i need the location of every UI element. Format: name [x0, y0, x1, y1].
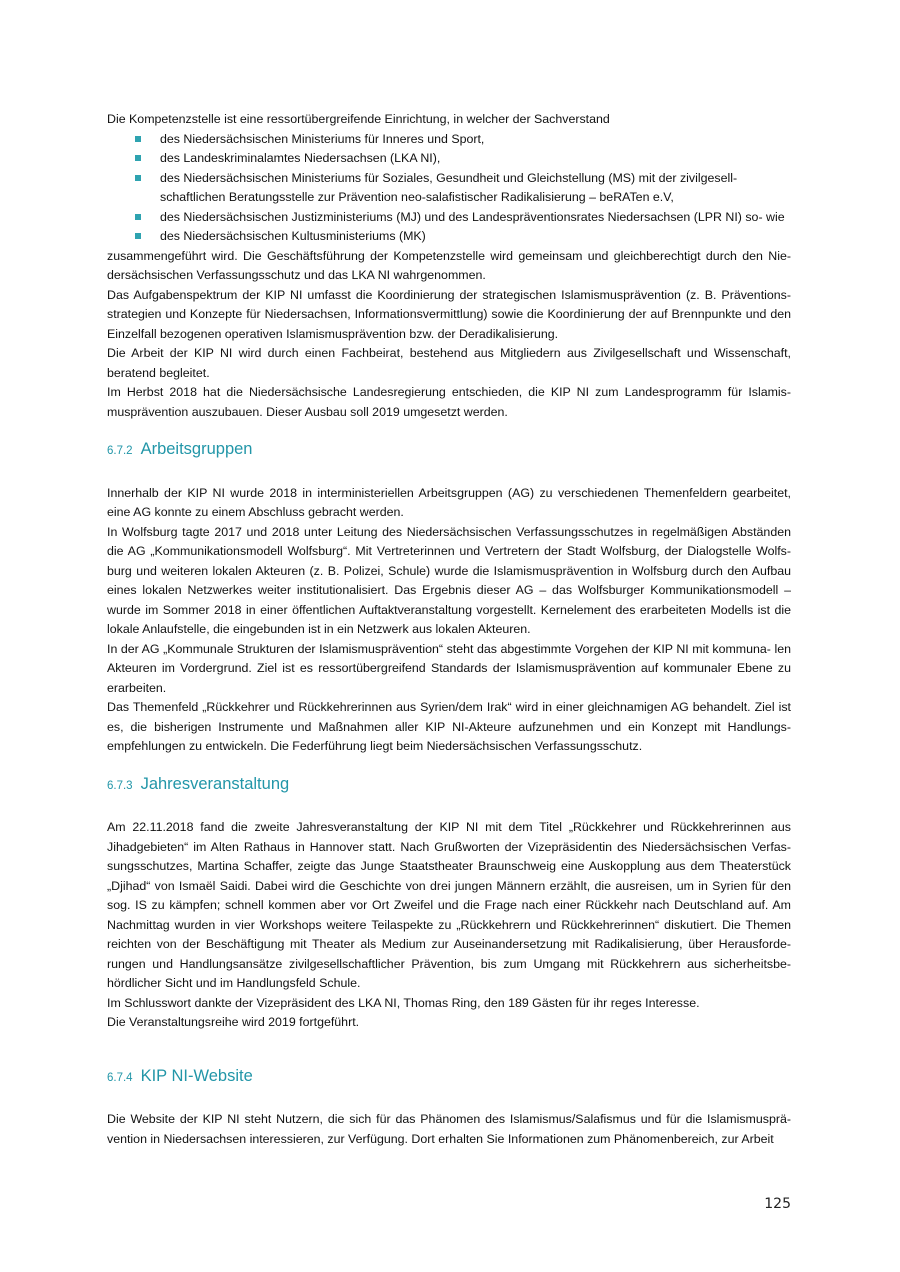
- paragraph: Die Veranstaltungsreihe wird 2019 fortgeführt.: [107, 1015, 360, 1029]
- section-number: 6.7.3: [107, 779, 133, 792]
- section-title: Arbeitsgruppen: [140, 440, 253, 458]
- paragraph: zusammengeführt wird. Die Geschäftsführung der Kompetenzstelle wird gemeinsam und gleichberechtigt durch den Nie- dersächsischen Verfassungsschutz und das LKA NI wahrgenommen.: [107, 248, 791, 282]
- paragraph: Die Website der KIP NI steht Nutzern, die sich für das Phänomen des Islamismus/Salafismus und für die Islamismusprä- vention in Niedersachsen interessieren, zur Verfügung. Dort erhalten Sie Informationen zum Phänomenbereich, zur Arbeit: [107, 1112, 791, 1146]
- section-heading-kip-ni-website: [107, 1067, 791, 1089]
- paragraph: In der AG „Kommunale Strukturen der Islamismusprävention“ steht das abgestimmte Vorgehen der KIP NI mit kommuna- len Akteuren im Vordergrund. Ziel ist es ressortübergreifend Standards der Islamismusprävention auf kommunaler Ebene zu erarbeiten.: [107, 641, 791, 695]
- list-item: des Niedersächsischen Justizministeriums (MJ) und des Landespräventionsrates Niedersachsen (LPR NI) so- wie: [107, 208, 791, 228]
- ministry-list: [107, 130, 791, 247]
- section-heading-jahresveranstaltung: [107, 775, 791, 797]
- paragraph: Das Themenfeld „Rückkehrer und Rückkehrerinnen aus Syrien/dem Irak“ wird in einer gleichnamigen AG behandelt. Ziel ist es, die bisherigen Instrumente und Maßnahmen aller KIP NI-Akteure aufzunehmen und ein Konzept mit Handlungs- empfehlungen zu entwickeln. Die Federführung liegt beim Niedersächsischen Verfassungsschutz.: [107, 700, 791, 753]
- page-content: [107, 110, 791, 1149]
- paragraph: Das Aufgabenspektrum der KIP NI umfasst die Koordinierung der strategischen Islamismusprävention (z. B. Präventions- strategien und Konzepte für Niedersachsen, Informationsvermittlung) sowie die Koordinierung der auf Brennpunkte und den Einzelfall bezogenen operativen Islamismusprävention bzw. der Deradikalisierung.: [107, 287, 791, 341]
- paragraph: Im Schlusswort dankte der Vizepräsident des LKA NI, Thomas Ring, den 189 Gästen für ihr reges Interesse.: [107, 995, 700, 1010]
- list-item: des Landeskriminalamtes Niedersachsen (LKA NI),: [107, 149, 791, 169]
- section-number: 6.7.4: [107, 1071, 133, 1084]
- section-title: Jahresveranstaltung: [140, 774, 290, 793]
- paragraph: Am 22.11.2018 fand die zweite Jahresveranstaltung der KIP NI mit dem Titel „Rückkehrer und Rückkehrerinnen aus Jihadgebieten“ im Alten Rathaus in Hannover statt. Nach Grußworten der Vizepräsidentin des Niedersächsischen Verfas- sungsschutzes, Martina Schaffer, zeigte das Junge Staatstheater Braunschweig eine Auskopplung aus dem Theaterstück „Djihad“ von Ismaël Saidi. Dabei wird die Geschichte von drei jungen Männern erzählt, die ausreisen, um in Syrien für den sog. IS zu kämpfen; schnell kommen aber vor Ort Zweifel und die Frage nach einer Rückkehr nach Deutschland auf. Am Nachmittag wurden in vier Workshops weitere Teilaspekte zu „Rückkehrern und Rückkehrerinnen“ diskutiert. Die Themen reichten von der Beschäftigung mit Theater als Medium zur Auseinandersetzung mit Radikalisierung, über Herausforde- rungen und Handlungsansätze zivilgesellschaftlicher Prävention, bis zum Umgang mit Rückkehrern aus sicherheitsbe- hördlicher Sicht und im Handlungsfeld Schule.: [107, 820, 791, 990]
- paragraph: In Wolfsburg tagte 2017 und 2018 unter Leitung des Niedersächsischen Verfassungsschutzes in regelmäßigen Abständen die AG „Kommunikationsmodell Wolfsburg“. Mit Vertreterinnen und Vertretern der Stadt Wolfsburg, der Dialogstelle Wolfs- burg und weiteren lokalen Akteuren (z. B. Polizei, Schule) wurde die Islamismusprävention in Wolfsburg durch den Aufbau eines lokalen Netzwerkes weiter institutionalisiert. Das Ergebnis dieser AG – das Wolfsburger Kommunikationsmodell – wurde im Sommer 2018 in einer öffentlichen Auftaktveranstaltung vorgestellt. Kernelement des erarbeiteten Modells ist die lokale Anlaufstelle, die eingebunden ist in ein Netzwerk aus lokalen Akteuren.: [107, 524, 791, 636]
- section-number: 6.7.2: [107, 445, 133, 457]
- paragraph: Im Herbst 2018 hat die Niedersächsische Landesregierung entschieden, die KIP NI zum Landesprogramm für Islamis- musprävention auszubauen. Dieser Ausbau soll 2019 umgesetzt werden.: [107, 385, 791, 419]
- paragraph: Die Arbeit der KIP NI wird durch einen Fachbeirat, bestehend aus Mitgliedern aus Zivilgesellschaft und Wissenschaft, beratend begleitet.: [107, 346, 791, 380]
- list-item: des Niedersächsischen Ministeriums für Inneres und Sport,: [107, 130, 791, 150]
- paragraph: Innerhalb der KIP NI wurde 2018 in interministeriellen Arbeitsgruppen (AG) zu verschiedenen Themenfeldern gearbeitet, eine AG konnte zu einem Abschluss gebracht werden.: [107, 485, 791, 519]
- list-item: des Niedersächsischen Kultusministeriums (MK): [107, 227, 791, 247]
- page-number: 125: [764, 1196, 791, 1212]
- list-item: des Niedersächsischen Ministeriums für Soziales, Gesundheit und Gleichstellung (MS) mit der zivilgesell- schaftlichen Beratungsstelle zur Prävention neo-salafistischer Radikalisierung – beRATen e.V,: [107, 169, 791, 208]
- intro-lead: Die Kompetenzstelle ist eine ressortübergreifende Einrichtung, in welcher der Sachverstand: [107, 112, 610, 126]
- section-heading-arbeitsgruppen: [107, 440, 791, 462]
- section-title: KIP NI-Website: [140, 1066, 253, 1085]
